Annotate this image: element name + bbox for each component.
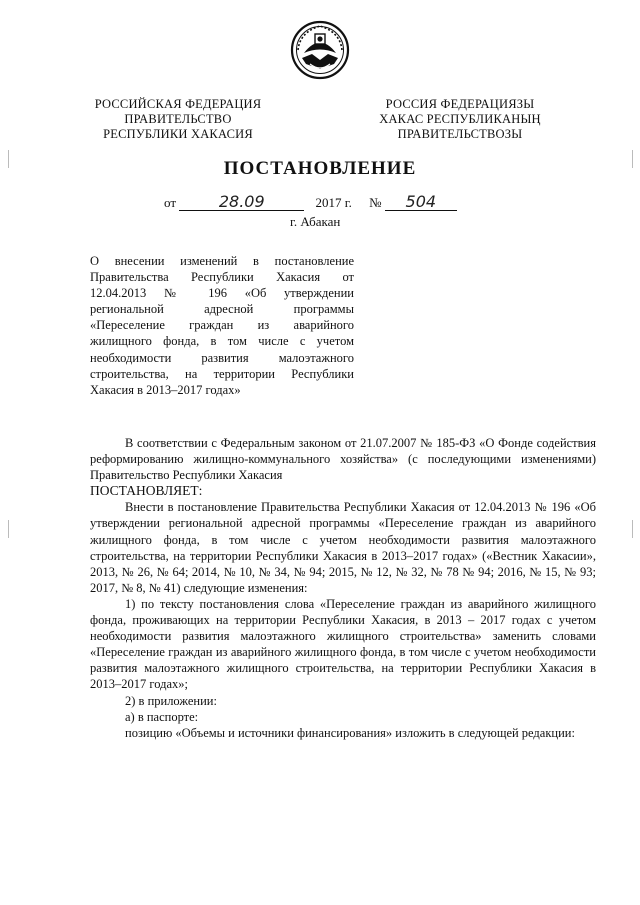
year-label: 2017 г. [315, 195, 352, 210]
header-right-block [355, 97, 565, 142]
coat-of-arms-emblem-icon [290, 20, 350, 80]
header-right-line: ХАКАС РЕСПУБЛИКАНЫҢ [379, 112, 541, 126]
scan-margin-mark [632, 150, 633, 168]
scan-margin-mark [8, 150, 9, 168]
paragraph-amendment-intro: Внести в постановление Правительства Республики Хакасия от 12.04.2013 № 196 «Об утверждении региональной адресной программы «Переселение граждан из аварийного жилищного фонда, в том числе с учетом необходимости развития малоэтажного строительства, на территории Республики Хакасия в 2013–2017 годах» («Вестник Хакасии», 2013, № 26, № 64; 2014, № 10, № 34, № 94; 2015, № 12, № 32, № 78 № 94; 2016, № 15, № 93; 2017, № 8, № 41) следующие изменения: [90, 500, 596, 595]
paragraph-item-1: 1) по тексту постановления слова «Переселение граждан из аварийного жилищного фонда, проживающих на территории Республики Хакасия, в 2013 – 2017 годах с учетом необходимости развития малоэтажного жилищного строительства» заменить словами «Переселение граждан из аварийного жилищного фонда, в том числе с учетом необходимости развития малоэтажного жилищного строительства, на территории Республики Хакасия в 2013–2017 годах»; [90, 596, 596, 692]
date-field [179, 192, 304, 211]
header-right-line: ПРАВИТЕЛЬСТВОЗЫ [397, 127, 523, 141]
paragraph-item-2: 2) в приложении: [125, 693, 217, 708]
scan-margin-mark [632, 520, 633, 538]
decree-word: ПОСТАНОВЛЯЕТ: [90, 483, 203, 499]
document-body [90, 435, 596, 741]
scan-margin-mark [8, 520, 9, 538]
date-number-line [164, 192, 457, 211]
header-left-line: РОССИЙСКАЯ ФЕДЕРАЦИЯ [94, 97, 262, 111]
date-prefix: от [164, 195, 177, 210]
header-right-line: РОССИЯ ФЕДЕРАЦИЯЗЫ [385, 97, 535, 111]
city-line: г. Абакан [290, 214, 341, 229]
header-left-block [78, 97, 278, 142]
paragraph-position: позицию «Объемы и источники финансирования» изложить в следующей редакции: [125, 725, 575, 740]
handwritten-number: 504 [405, 192, 437, 211]
document-title: ПОСТАНОВЛЕНИЕ [223, 158, 417, 179]
handwritten-date: 28.09 [218, 192, 265, 211]
paragraph-item-2a: а) в паспорте: [125, 709, 199, 724]
paragraph-preamble: В соответствии с Федеральным законом от 21.07.2007 № 185-ФЗ «О Фонде содействия реформированию жилищно-коммунального хозяйства» (с последующими изменениями) Правительство Республики Хакасия [90, 436, 596, 483]
document-subject: О внесении изменений в постановление Правительства Республики Хакасия от 12.04.2013 № 196 «Об утверждении региональной адресной программы «Переселение граждан из аварийного жилищного фонда, в том числе с учетом необходимости развития малоэтажного строительства, на территории Республики Хакасия в 2013–2017 годах» [90, 254, 354, 397]
header-left-line: РЕСПУБЛИКИ ХАКАСИЯ [103, 127, 253, 141]
number-sign: № [369, 195, 382, 210]
header-left-line: ПРАВИТЕЛЬСТВО [124, 112, 232, 126]
number-field [385, 192, 457, 211]
